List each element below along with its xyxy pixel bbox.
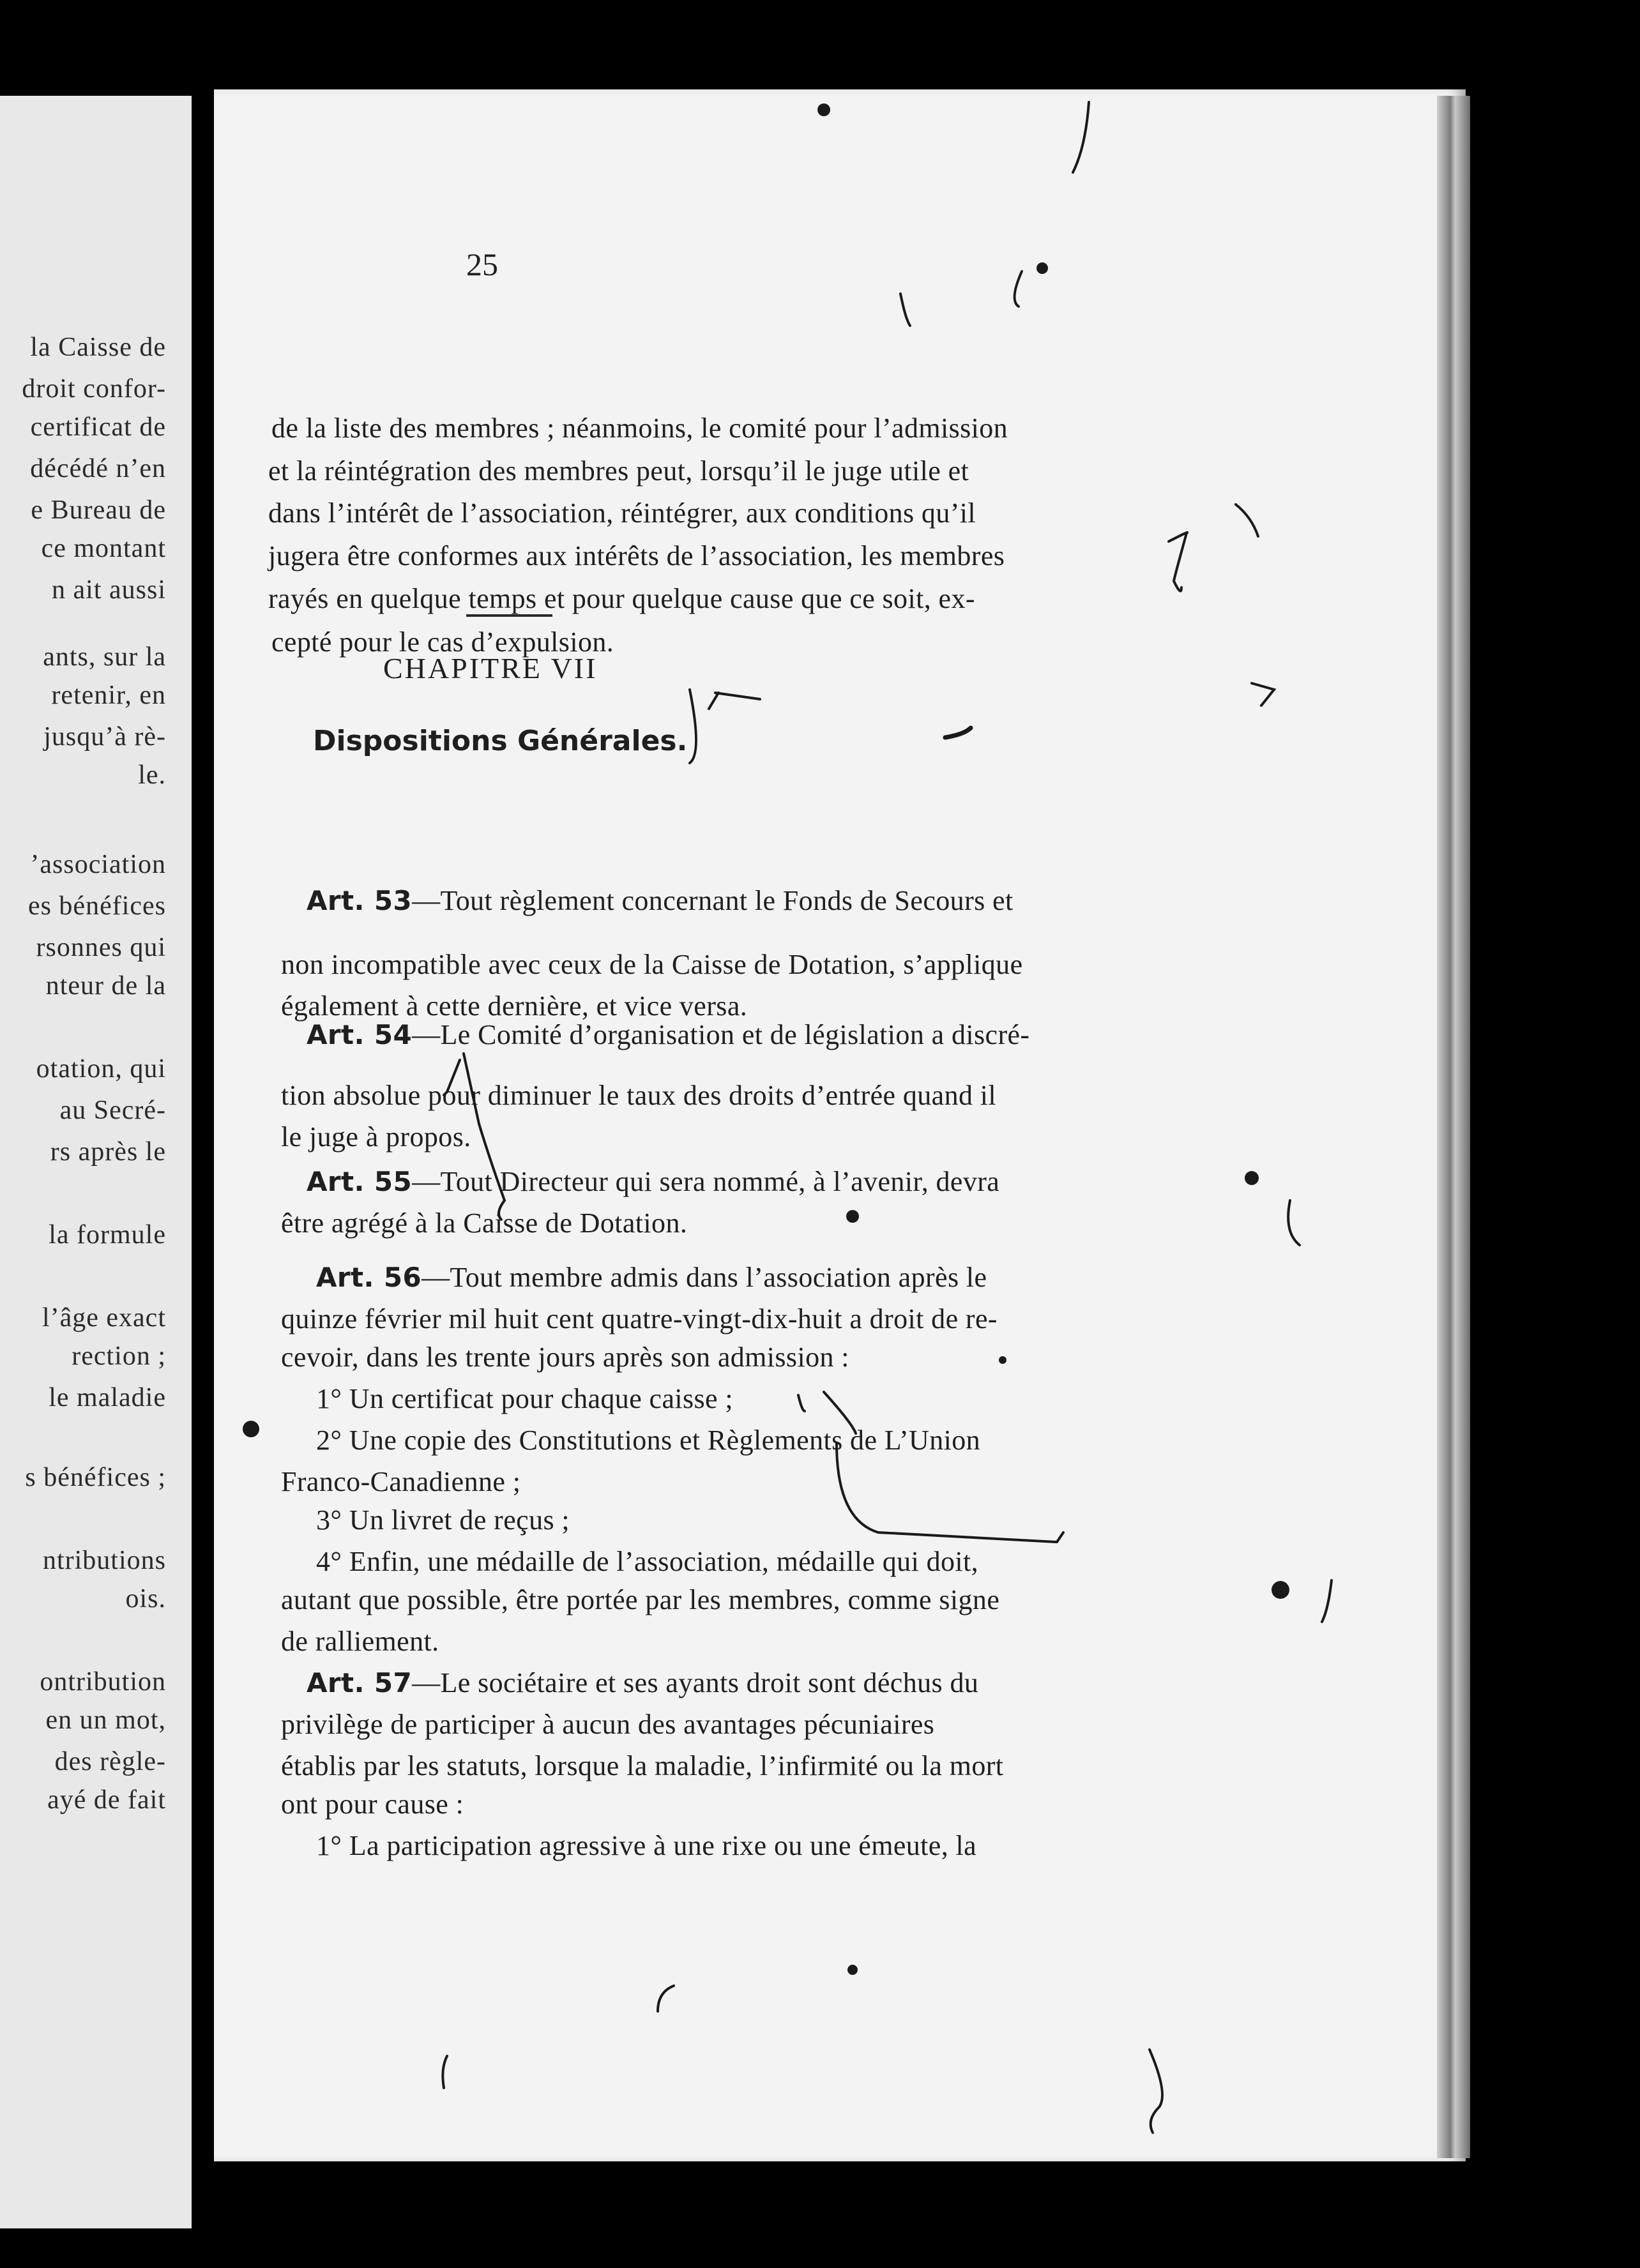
left-page-line: l’âge exact [42, 1303, 166, 1333]
left-page-line: le maladie [49, 1383, 166, 1412]
page-number: 25 [466, 246, 498, 282]
article-line: quinze février mil huit cent quatre-vingt-dix-huit a droit de re- [281, 1303, 998, 1334]
paragraph-line: jugera être conformes aux intérêts de l’association, les membres [268, 540, 1005, 571]
pen-stroke [837, 1443, 1063, 1542]
article-text: —Le Comité d’organisation et de législation a discré- [412, 1019, 1030, 1050]
pen-stroke [443, 2056, 447, 2088]
pen-stroke [658, 1986, 674, 2011]
left-page-line: e Bureau de [31, 495, 166, 525]
left-page-line: ntributions [42, 1546, 166, 1575]
pen-stroke [709, 693, 718, 709]
pen-stroke [945, 728, 971, 737]
ink-spot [846, 1210, 859, 1223]
left-page-line: la formule [49, 1220, 166, 1250]
left-page-line: otation, qui [36, 1054, 166, 1084]
article-line: établis par les statuts, lorsque la maladie, l’infirmité ou la mort [281, 1750, 1004, 1781]
ink-spot [1272, 1581, 1289, 1599]
article-line: 2° Une copie des Constitutions et Règlements de L’Union [316, 1425, 981, 1456]
left-page-line: jusqu’à rè- [43, 722, 166, 752]
article-line: privilège de participer à aucun des avantages pécuniaires [281, 1709, 935, 1740]
article-line: Franco-Canadienne ; [281, 1466, 521, 1497]
paragraph-line: et la réintégration des membres peut, lorsqu’il le juge utile et [268, 455, 969, 487]
paragraph-line: de la liste des membres ; néanmoins, le comité pour l’admission [271, 412, 1008, 444]
left-page-line: ce montant [41, 534, 166, 563]
article-text: —Tout membre admis dans l’association après le [421, 1262, 987, 1293]
pen-stroke [1169, 533, 1187, 591]
left-page-line: certificat de [30, 412, 166, 442]
left-page-line: ’association [30, 850, 166, 879]
pen-stroke [1150, 2050, 1162, 2133]
article-line: non incompatible avec ceux de la Caisse de Dotation, s’applique [281, 949, 1023, 980]
article-line: ont pour cause : [281, 1788, 464, 1820]
ink-spot [847, 1965, 858, 1975]
pen-stroke [690, 690, 696, 763]
ink-spot [999, 1356, 1006, 1364]
article-line: cevoir, dans les trente jours après son admission : [281, 1342, 849, 1373]
left-page-line: rs après le [50, 1137, 166, 1167]
article-text: —Tout règlement concernant le Fonds de Secours et [412, 885, 1014, 916]
article-line: également à cette dernière, et vice versa. [281, 990, 748, 1022]
article-heading: Art. 53 [307, 885, 413, 916]
ink-spot [243, 1421, 259, 1437]
article-line: de ralliement. [281, 1626, 439, 1657]
left-page-line: ois. [125, 1584, 166, 1614]
article-line: 4° Enfin, une médaille de l’association, médaille qui doit, [316, 1546, 979, 1577]
article-heading: Art. 57 [307, 1667, 413, 1698]
article-heading: Art. 55 [307, 1166, 413, 1197]
left-page-line: s bénéfices ; [25, 1463, 166, 1492]
pen-stroke [798, 1395, 805, 1411]
left-page-line: ants, sur la [43, 642, 166, 672]
paragraph-line: dans l’intérêt de l’association, réintégrer, aux conditions qu’il [268, 497, 976, 529]
left-page-line: des règle- [54, 1747, 166, 1776]
left-page-line: ontribution [40, 1667, 166, 1697]
pen-stroke [444, 1060, 460, 1095]
pen-stroke [715, 693, 760, 699]
article-text: —Le sociétaire et ses ayants droit sont déchus du [412, 1667, 979, 1698]
pen-stroke [464, 1054, 505, 1220]
ink-spot [1036, 262, 1048, 274]
pen-stroke [900, 294, 910, 326]
article-line: le juge à propos. [281, 1121, 471, 1153]
article-line: autant que possible, être portée par les membres, comme signe [281, 1584, 1000, 1615]
ink-spot [817, 103, 830, 116]
paragraph-line: cepté pour le cas d’expulsion. [271, 626, 614, 658]
paragraph-line: rayés en quelque temps et pour quelque cause que ce soit, ex- [268, 583, 975, 614]
ink-spot [1245, 1171, 1259, 1185]
article-line: être agrégé à la Caisse de Dotation. [281, 1207, 688, 1239]
pen-stroke [1236, 504, 1258, 536]
left-page-line: au Secré- [59, 1096, 166, 1125]
article-text: —Tout Directeur qui sera nommé, à l’avenir, devra [412, 1166, 1000, 1197]
article-line: 1° Un certificat pour chaque caisse ; [316, 1383, 734, 1414]
pen-stroke [1288, 1200, 1300, 1245]
article-line: tion absolue pour diminuer le taux des droits d’entrée quand il [281, 1080, 997, 1111]
left-page-line: la Caisse de [30, 333, 166, 362]
pen-stroke [1015, 271, 1022, 306]
article-heading: Art. 54 [307, 1019, 413, 1050]
pen-stroke [1073, 102, 1089, 172]
chapter-title: CHAPITRE VII [383, 652, 598, 684]
pen-stroke [1322, 1580, 1332, 1622]
article-line: 1° La participation agressive à une rixe ou une émeute, la [316, 1830, 977, 1861]
article-heading: Art. 56 [316, 1262, 422, 1293]
left-page-line: nteur de la [45, 971, 166, 1001]
left-page-line: n ait aussi [52, 575, 166, 605]
left-page-line: en un mot, [45, 1705, 166, 1735]
pen-stroke [824, 1392, 856, 1433]
section-title: Dispositions Générales. [313, 725, 688, 757]
pen-stroke [1252, 683, 1274, 706]
article-line: 3° Un livret de reçus ; [316, 1504, 570, 1536]
left-page-line: décédé n’en [30, 454, 166, 483]
left-page-line: retenir, en [51, 681, 166, 710]
left-page-line: rsonnes qui [36, 933, 166, 962]
left-page-line: ayé de fait [47, 1785, 166, 1815]
left-page-line: le. [138, 760, 166, 790]
left-page-line: es bénéfices [27, 891, 166, 921]
left-page-line: droit confor- [22, 374, 166, 404]
left-page-line: rection ; [72, 1342, 166, 1371]
